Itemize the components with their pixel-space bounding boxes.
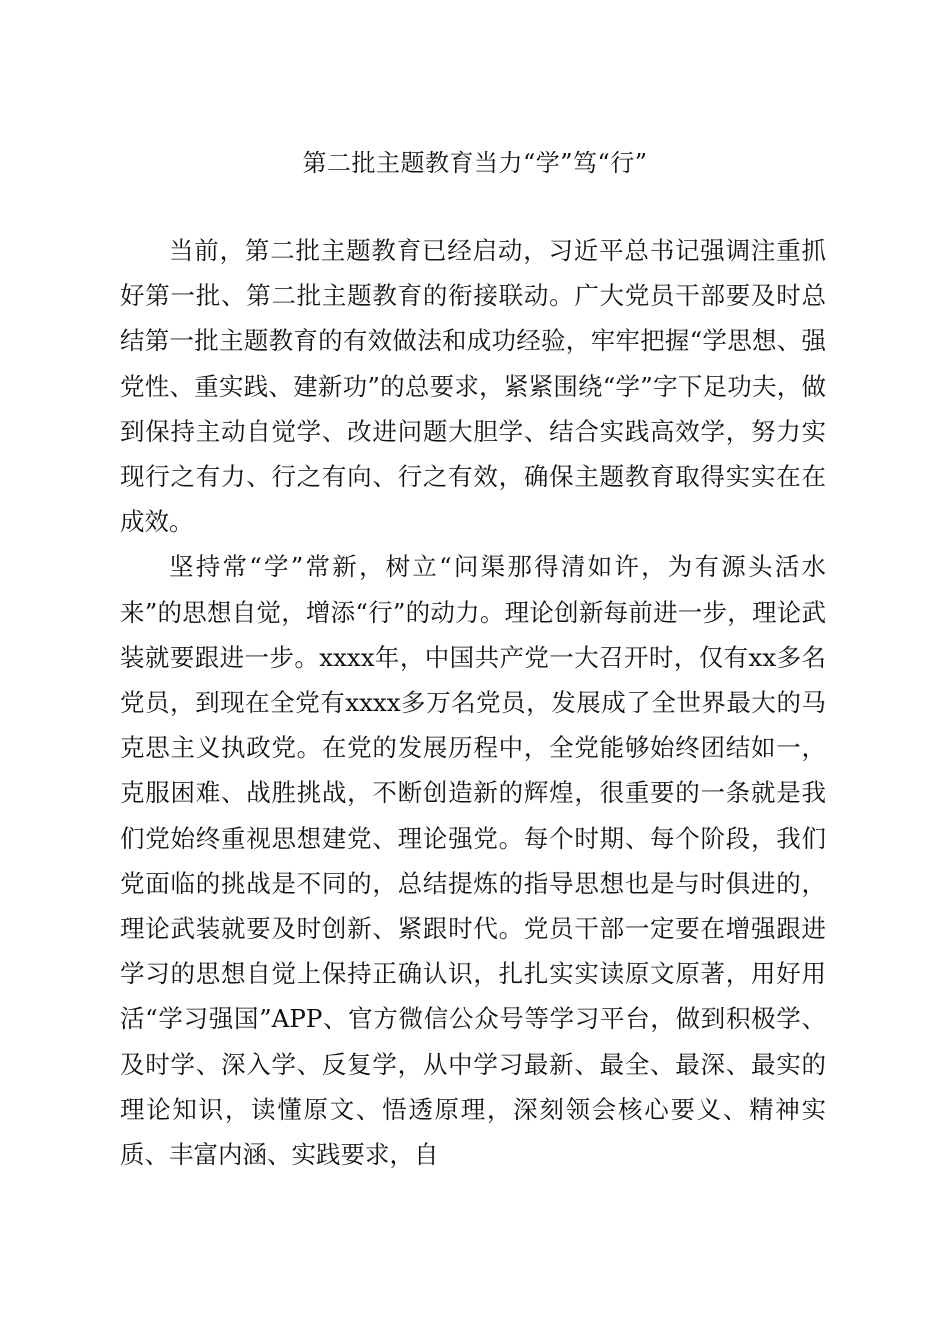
body-paragraph-1: 当前，第二批主题教育已经启动，习近平总书记强调注重抓好第一批、第二批主题教育的衔接联动。广大党员干部要及时总结第一批主题教育的有效做法和成功经验，牢牢把握“学思想、强党性、重实践、建新功”的总要求，紧紧围绕“学”字下足功夫，做到保持主动自觉学、改进问题大胆学、结合实践高效学，努力实现行之有力、行之有向、行之有效，确保主题教育取得实实在在成效。 bbox=[120, 236, 826, 537]
document-body bbox=[120, 228, 826, 1177]
body-paragraph-2: 坚持常“学”常新，树立“问渠那得清如许，为有源头活水来”的思想自觉，增添“行”的动力。理论创新每前进一步，理论武装就要跟进一步。xxxx年，中国共产党一大召开时，仅有xx多名党员，到现在全党有xxxx多万名党员，发展成了全世界最大的马克思主义执政党。在党的发展历程中，全党能够始终团结如一，克服困难、战胜挑战，不断创造新的辉煌，很重要的一条就是我们党始终重视思想建党、理论强党。每个时期、每个阶段，我们党面临的挑战是不同的，总结提炼的指导思想也是与时俱进的，理论武装就要及时创新、紧跟时代。党员干部一定要在增强跟进学习的思想自觉上保持正确认识，扎扎实实读原文原著，用好用活“学习强国”APP、官方微信公众号等学习平台，做到积极学、及时学、深入学、反复学，从中学习最新、最全、最深、最实的理论知识，读懂原文、悟透原理，深刻领会核心要义、精神实质、丰富内涵、实践要求，自 bbox=[120, 552, 826, 1170]
document-title: 第二批主题教育当力“学”笃“行” bbox=[302, 149, 648, 177]
